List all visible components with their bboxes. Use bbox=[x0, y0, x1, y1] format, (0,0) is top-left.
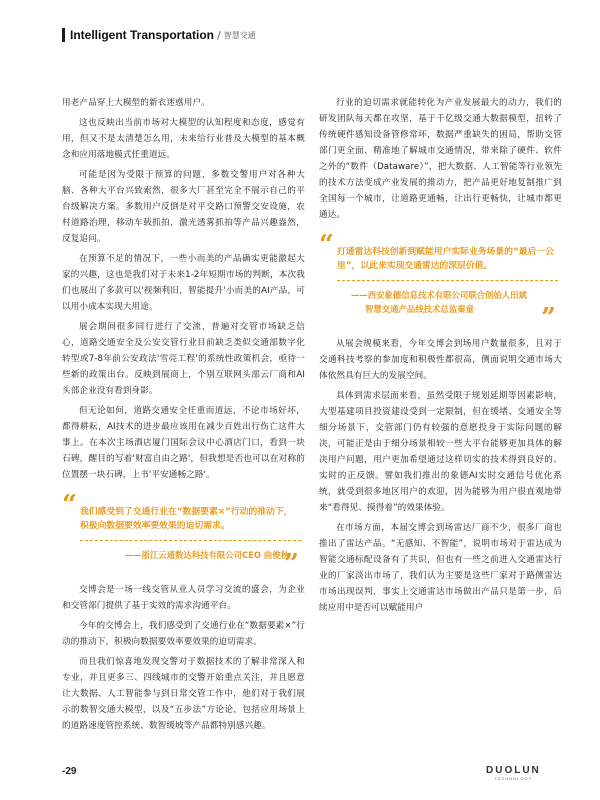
header-bar bbox=[62, 28, 65, 42]
header-separator: / bbox=[217, 28, 221, 42]
quote-text: 打通雷达科技创新到赋能用户实际业务场景的“最后一公里”，以此来实现交通雷达的深层价值。 bbox=[337, 247, 554, 271]
pull-quote bbox=[62, 490, 305, 579]
paragraph: 可能是因为受限于预算的问题，多数交警用户对各种大脑、各种大平台兴致索然，很多大厂甚至完全不展示自己的平台级解决方案。多数用户反倒是对平交路口预警交安设施，农村道路治理，移动车载抓拍，激光透雾抓拍等产品兴趣盎然，反复追问。 bbox=[62, 170, 305, 244]
header-title-en: Intelligent Transportation bbox=[70, 28, 215, 42]
brand-name: DUOLUN bbox=[486, 765, 541, 776]
open-quote-icon: “ bbox=[62, 490, 77, 520]
paragraph: 但无论如何，道路交通安全任重而道远，不论市场好坏，都得耕耘，AI技术的进步最应该用在减少百姓出行伤亡这件大事上。在本次主场酒店厦门国际会议中心酒店门口，看到一块石碑，醒目的写着'财富自由之路'，但我想是否也可以在对称的位置摆一块石碑，上书'平安通畅之路'。 bbox=[62, 406, 305, 480]
quote-divider bbox=[337, 280, 558, 281]
close-quote-icon: ” bbox=[541, 303, 556, 333]
pull-quote bbox=[319, 230, 562, 333]
paragraph: 从展会规模来看，今年交博会到场用户数量很多，且对于交通科技考察的参加度和积极性都很高，侧面说明交通市场大体依然具有巨大的发展空间。 bbox=[319, 339, 562, 381]
page-header bbox=[62, 27, 256, 43]
paragraph: 用老产品穿上大模型的新衣迷惑用户。 bbox=[62, 98, 210, 108]
paragraph: 展会期间很多同行进行了交流，普遍对交管市场缺乏信心，道路交通安全及公安交管行业目前缺乏类似交通部数字化转型或7-8年前公安政法'雪亮工程'的系统性政策机会，亟待一些新的政策出台。反映到展商上，个别互联网头部云厂商和AI头部企业没有看到身影。 bbox=[62, 322, 305, 396]
quote-divider bbox=[80, 540, 301, 541]
quote-attribution: ——浙江云通数达科技有限公司CEO 曲俊秋 bbox=[124, 550, 289, 560]
left-column bbox=[62, 95, 305, 738]
paragraph: 这也反映出当前市场对大模型的认知程度和态度，感觉有用，但又不是太清楚怎么用，未来给行业普及大模型的基本概念和应用落地模式任重道远。 bbox=[62, 118, 305, 160]
header-title-cn: 智慧交通 bbox=[223, 30, 256, 40]
brand-logo bbox=[486, 765, 541, 781]
paragraph: 而且我们惊喜地发现交警对于数据技术的了解非常深入和专业，并且更多三、四线城市的交警开始重点关注，并且愿意让大数据、人工智能参与到日常交管工作中，他们对于我们展示的数智交通大模型，以及“五步法”方论论，包括应用场景上的道路速度管控系统、数智缓坡等产品都特别感兴趣。 bbox=[62, 657, 305, 731]
page-number: -29 bbox=[62, 766, 77, 777]
brand-subtitle: TECHNOLOGY bbox=[494, 776, 533, 781]
paragraph: 在市场方面，本届交博会到场雷达厂商不少，很多厂商也推出了雷达产品。“无感知、不智能”，说明市场对于雷达成为智能交通标配设备有了共识，但也有一些之前进入交通雷达行业的厂家淡出市场了，我们认为主要是这些厂家对于路侧雷达市场出现误判，事实上交通雷达市场做出产品只是第一步，后续应用中是否可以赋能用户 bbox=[319, 523, 562, 613]
paragraph: 今年的交博会上，我们感受到了交通行业在“数据要素×”行动的推动下，积极向数据要效率要效果的迫切需求。 bbox=[62, 621, 305, 647]
close-quote-icon: ” bbox=[284, 549, 299, 579]
paragraph: 具体到需求层面来看，虽然受限于规划延期等因素影响，大型基建项目投资建设受到一定限制，但在缓堵、交通安全等细分场景下，交管部门仍有较强的意愿投身于实际问题的解决，可能正是由于细分场景相较一些大平台能够更加具体的解决用户问题，用户更加希望通过这样切实的技术得到良好的、实时的正反馈。譬如我们推出的象德AI实时交通信号优化系统，就受到很多地区用户的欢迎，因为能够为用户很直观地带来“看得见、摸得着”的效果体验。 bbox=[319, 391, 562, 513]
quote-text: 我们感受到了交通行业在“数据要素×”行动的推动下，积极向数据要效率要效果的迫切需求。 bbox=[80, 507, 293, 531]
paragraph: 行业的迫切需求就能转化为产业发展最大的动力，我们的研发团队每天都在攻坚，基于千亿级交通大数据模型，扭转了传统硬件感知设备管修常坏，数据严重缺失的困局，帮助交管部门更全面、精准地了解城市交通情况，带来除了硬件、软件之外的“数件（Dataware）”，把大数据、人工智能等行业领先的技术方法变成产业发展的推动力，把产品更好地复制推广到全国每一个城市，让道路更通畅，让出行更畅快，让城市都更通达。 bbox=[319, 98, 562, 220]
open-quote-icon: “ bbox=[319, 230, 334, 260]
paragraph: 在预算不足的情况下，一些小而美的产品确实更能激起大家的兴趣，这也是我们对于未来1-2年短期市场的判断，本次我们也展出了多款可以'视频利旧，智能提升'小而美的AI产品，可以用小成本实现大用途。 bbox=[62, 254, 305, 312]
quote-attribution-role: 智慧交通产品线技术总监秦童 bbox=[365, 304, 474, 314]
paragraph: 交博会是一场一线交管从业人员学习交流的盛会，为企业和交管部门提供了基于实效的需求沟通平台。 bbox=[62, 585, 305, 611]
quote-attribution: ——西安象德信息技术有限公司联合创始人田斌 bbox=[351, 290, 527, 300]
right-column bbox=[319, 95, 562, 620]
